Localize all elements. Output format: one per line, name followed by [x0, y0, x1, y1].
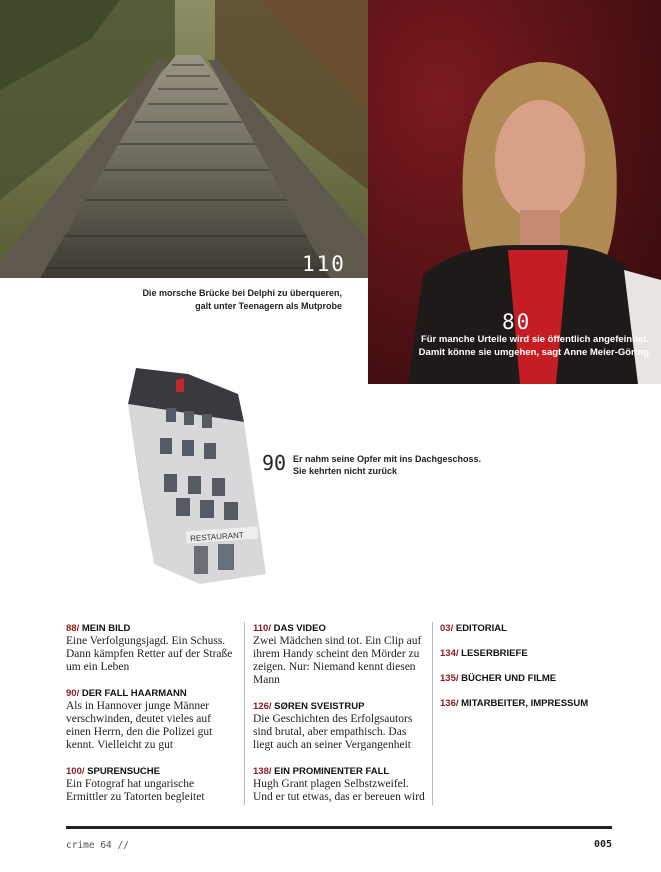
house-caption [293, 454, 481, 477]
toc-title: DER FALL HAARMANN [81, 688, 187, 699]
toc-page: 110/ [253, 623, 271, 634]
toc-page: 100/ [66, 766, 85, 777]
toc-teaser: Die Geschichten des Erfolgsautors sind brutal, aber empathisch. Das liegt auch an seiner Vergangenheit [253, 713, 413, 751]
footer-rule [66, 826, 612, 829]
house-sign-text: RESTAURANT [189, 530, 245, 544]
bridge-photo [0, 0, 368, 278]
toc-teaser: Eine Verfolgungsjagd. Ein Schuss. Dann kämpfen Retter auf der Straße um ein Leben [66, 635, 233, 673]
toc-title: MEIN BILD [81, 623, 131, 634]
toc-teaser: Als in Hannover junge Männer verschwinden, deutet vieles auf einen Herrn, den die Polizei gut kennt. Vielleicht zu gut [66, 700, 213, 751]
portrait-caption-line2: Damit könne sie umgehen, sagt Anne Meier-Göring [418, 346, 649, 358]
portrait-caption [368, 334, 649, 359]
toc-entry[interactable] [440, 647, 620, 660]
toc-title: MITARBEITER, IMPRESSUM [461, 698, 589, 709]
bridge-caption [120, 287, 342, 312]
toc-title: LESERBRIEFE [461, 648, 528, 659]
toc-teaser: Zwei Mädchen sind tot. Ein Clip auf ihrem Handy scheint den Mörder zu zeigen. Nur: Niemand kennt diesen Mann [253, 635, 422, 686]
toc-column-1 [66, 622, 238, 817]
toc-page: 126/ [253, 701, 272, 712]
toc-title: BÜCHER UND FILME [461, 673, 557, 684]
toc-title: SØREN SVEISTRUP [274, 701, 365, 712]
magazine-issue: crime 64 // [66, 840, 129, 851]
toc-page: 90/ [66, 688, 80, 699]
house-caption-line1: Er nahm seine Opfer mit ins Dachgeschoss. [293, 454, 482, 464]
toc-page: 135/ [440, 673, 459, 684]
toc-teaser: Hugh Grant plagen Selbstzweifel. Und er tut etwas, das er bereuen wird [253, 778, 425, 803]
feature-number-80[interactable]: 80 [502, 310, 532, 334]
house-caption-line2: Sie kehrten nicht zurück [293, 465, 398, 476]
bridge-image [0, 0, 368, 278]
toc-entry[interactable] [66, 687, 238, 752]
toc-column-3 [440, 622, 620, 722]
toc-page: 03/ [440, 623, 454, 634]
toc-column-2 [253, 622, 425, 817]
toc-teaser: Ein Fotograf hat ungarische Ermittler zu Tatorten begleitet [66, 778, 205, 803]
haarmann-house-image [118, 364, 268, 584]
bridge-caption-line1: Die morsche Brücke bei Delphi zu überqueren, [142, 288, 342, 298]
toc-title: SPURENSUCHE [87, 766, 160, 777]
portrait-photo [368, 0, 661, 384]
toc-entry[interactable] [440, 672, 620, 685]
toc-title: EIN PROMINENTER FALL [274, 766, 390, 777]
toc-entry[interactable] [253, 765, 425, 804]
toc-entry[interactable] [440, 697, 620, 710]
feature-number-90[interactable]: 90 [262, 451, 287, 475]
feature-number-110[interactable]: 110 [302, 252, 346, 276]
portrait-caption-line1: Für manche Urteile wird sie öffentlich angefeindet. [420, 334, 649, 345]
toc-title: DAS VIDEO [273, 623, 326, 634]
toc-entry[interactable] [66, 765, 238, 804]
toc-page: 88/ [66, 623, 80, 634]
house-cutout [118, 364, 268, 584]
toc-entry[interactable] [253, 622, 425, 687]
toc-page: 138/ [253, 766, 272, 777]
page-number: 005 [593, 839, 612, 850]
toc-entry[interactable] [253, 700, 425, 752]
toc-page: 136/ [440, 698, 459, 709]
toc-entry[interactable] [440, 622, 620, 635]
toc-entry[interactable] [66, 622, 238, 674]
toc-title: EDITORIAL [455, 623, 507, 634]
column-divider [432, 622, 433, 805]
column-divider [244, 622, 245, 805]
toc-page: 134/ [440, 648, 459, 659]
bridge-caption-line2: galt unter Teenagern als Mutprobe [195, 300, 342, 311]
